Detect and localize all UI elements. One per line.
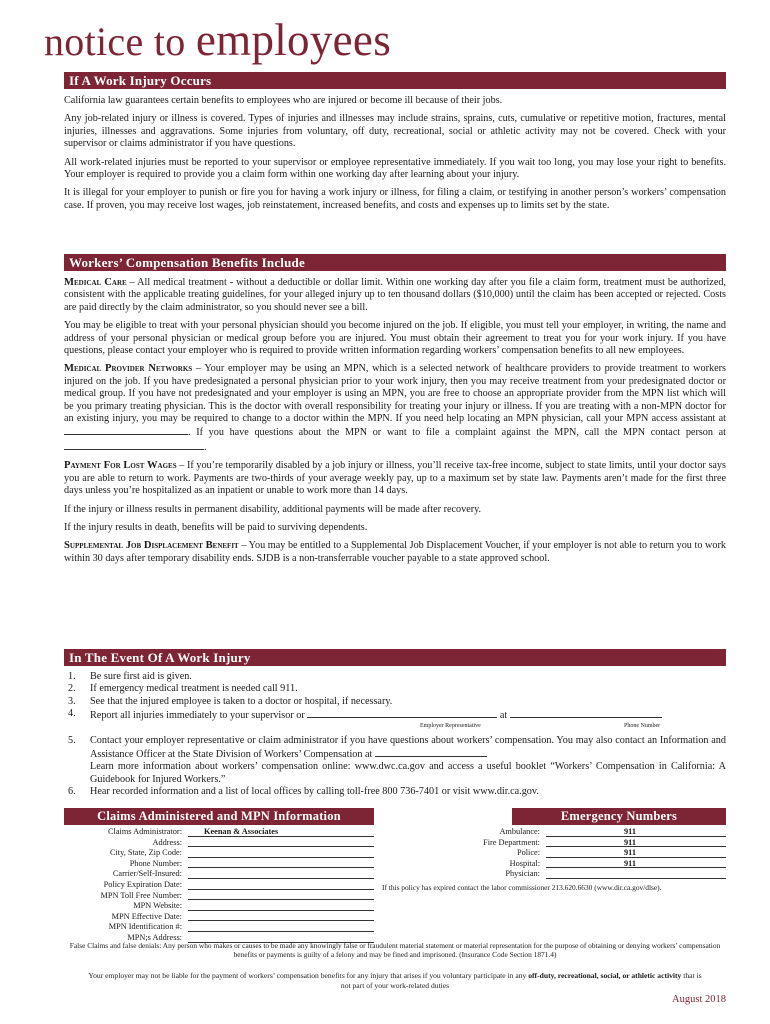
list-item: 4. Report all injuries immediately to your supervisor or at (64, 708, 726, 722)
field-value[interactable]: 911 (546, 848, 726, 858)
footer (64, 941, 726, 991)
field-label: Fire Department: (483, 837, 540, 847)
field-label: MPN;s Address: (127, 932, 182, 942)
employer-rep-label: Employer Representative (420, 722, 481, 729)
claims-section (64, 808, 374, 944)
text: . If you have questions about the MPN or want to file a complaint against the MPN, call the MPN contact person at (188, 427, 726, 439)
blank-labels (64, 723, 726, 735)
field-value[interactable] (188, 869, 374, 879)
field-label: Hospital: (509, 858, 540, 868)
paragraph-lost-wages (64, 460, 726, 497)
employer-rep-blank[interactable] (307, 708, 497, 718)
paragraph-medical-care (64, 277, 726, 314)
field-value[interactable] (188, 901, 374, 911)
claims-heading: Claims Administered and MPN Information (64, 808, 374, 825)
field-value[interactable]: 911 (546, 827, 726, 837)
claims-row (64, 848, 374, 859)
field-value[interactable] (188, 880, 374, 890)
claims-row (64, 880, 374, 891)
emergency-heading: Emergency Numbers (512, 808, 726, 825)
field-value[interactable] (188, 848, 374, 858)
text: – You may be entitled to a Supplemental Job Displacement Voucher, if your employer is not able to return you to work within 30 days after temporary disability ends. SJDB is a non-transferrable voucher payable to a state approved school. (64, 540, 726, 564)
list-item: 5. Contact your employer representative or claim administrator if you have questions about workers’ compensation. You may also contact an Information and Assistance Officer at the State Division of Workers’ Compensation at Learn more information about workers’ compensation online: www.dwc.ca.gov and access a useful booklet “Workers’ Compensation in California: A Guidebook for Injured Workers.” (68, 734, 726, 785)
text: – If you’re temporarily disabled by a job injury or illness, you’ll receive tax-free income, subject to state limits, until your doctor says you are able to return to work. Payments are two-thirds of your average weekly pay, up to a maximum set by state law. Payments aren’t made for the first three days unless you’re hospitalized as an inpatient or unable to work more than 14 days. (64, 460, 726, 497)
emergency-row (382, 838, 726, 849)
paragraph: Any job-related injury or illness is covered. Types of injuries and illnesses may include strains, sprains, cuts, cumulative or repetitive motion, fractures, mental injuries, illnesses and aggravations. Some injuries from voluntary, off duty, recreational, social or athletic activity may not be covered. Check with your supervisor or claims administrator if you have questions. (64, 113, 726, 150)
field-value[interactable]: 911 (546, 859, 726, 869)
field-value[interactable] (546, 869, 726, 879)
field-value[interactable] (188, 912, 374, 922)
page-title (44, 14, 391, 66)
claims-row (64, 891, 374, 902)
expired-note: If this policy has expired contact the labor commissioner 213.620.6630 (www.dir.ca.gov/dlse). (382, 882, 662, 892)
steps-list-2 (64, 735, 726, 799)
field-label: City, State, Zip Code: (109, 848, 182, 858)
emergency-heading-wrap (512, 808, 726, 825)
claims-row (64, 827, 374, 838)
claims-row (64, 838, 374, 849)
emergency-row (382, 859, 726, 870)
field-label: MPN Effective Date: (111, 911, 182, 921)
list-item: 6. Hear recorded information and a list of local offices by calling toll-free 800 736-7401 or visit www.dir.ca.gov. (68, 786, 539, 798)
claims-row (64, 901, 374, 912)
paragraph-personal-physician: You may be eligible to treat with your personal physician should you become injured on the job. If eligible, you must tell your employer, in writing, the name and address of your personal physician or medical group before you are injured. You must obtain their agreement to treat you for your work injury. If you have questions, please contact your employer who is required to provide written information regarding workers’ compensation benefits to all new employees. (64, 320, 726, 357)
field-value[interactable] (188, 859, 374, 869)
field-label: MPN Website: (133, 901, 182, 911)
term-mpn: Medical Provider Networks (64, 363, 193, 375)
emergency-rows (382, 827, 726, 880)
field-label: MPN Toll Free Number: (100, 890, 182, 900)
section-benefits (64, 254, 726, 565)
field-value[interactable] (188, 891, 374, 901)
revision-date: August 2018 (672, 994, 726, 1005)
emergency-row (382, 827, 726, 838)
term-lost-wages: Payment For Lost Wages (64, 460, 177, 472)
paragraph: All work-related injuries must be reported to your supervisor or employee representative immediately. If you wait too long, you may lose your right to benefits. Your employer is required to provide you a claim form within one working day after learning about your injury. (64, 156, 726, 181)
section-event (64, 649, 726, 799)
paragraph-permanent: If the injury or illness results in permanent disability, additional payments will be made after recovery. (64, 503, 482, 515)
title-part1: notice to (44, 19, 186, 64)
emergency-row (382, 848, 726, 859)
mpn-assistant-blank[interactable] (64, 425, 188, 435)
title-part2: employees (195, 15, 392, 65)
list-item: 2. If emergency medical treatment is needed call 911. (68, 683, 298, 695)
field-label: MPN Identification #: (108, 922, 182, 932)
claims-row (64, 869, 374, 880)
field-label: Address: (152, 837, 182, 847)
field-label: Claims Administrator: (108, 827, 182, 836)
claims-row (64, 922, 374, 933)
field-value[interactable]: Keenan & Associates (188, 827, 374, 837)
term-sjdb: Supplemental Job Displacement Benefit (64, 540, 239, 552)
field-label: Carrier/Self-Insured: (112, 869, 182, 879)
section-heading: If A Work Injury Occurs (64, 72, 726, 89)
field-label: Physician: (505, 869, 540, 879)
list-item: 3. See that the injured employee is taken to a doctor or hospital, if necessary. (68, 695, 393, 707)
section-work-injury (64, 72, 726, 212)
phone-label: Phone Number (624, 722, 661, 729)
section-heading: Workers’ Compensation Benefits Include (64, 254, 726, 271)
steps-list (64, 671, 726, 723)
paragraph-sjdb (64, 540, 726, 565)
emergency-row (382, 869, 726, 880)
paragraph-death: If the injury results in death, benefits will be paid to surviving dependents. (64, 521, 368, 533)
field-label: Phone Number: (129, 858, 182, 868)
claims-row (64, 912, 374, 923)
claims-rows (64, 827, 374, 944)
paragraph: California law guarantees certain benefits to employees who are injured or become ill because of their jobs. (64, 95, 503, 106)
info-tables (64, 808, 726, 948)
paragraph-mpn: Medical Provider Networks – Your employer may be using an MPN, which is a selected network of healthcare providers to provide treatment to workers injured on the job. If you have predesignated a personal physician prior to your work injury, then you may receive treatment from your predesignated doctor or medical group. If you have not predesignated and your employer is using an MPN, you are free to choose an appropriate provider from the MPN list which will be you primary treating physician. This is the doctor with overall responsibility for treating your injury or illness. If you are treating with a non-MPN doctor for an existing injury, you may be required to change to a doctor within the MPN. If you need help locating an MPN physician, call your MPN access assistant at . If you have questions about the MPN or want to file a complaint against the MPN, call the MPN contact person at . (64, 363, 726, 453)
field-label: Policy Expiration Date: (103, 879, 182, 889)
claims-row (64, 859, 374, 870)
paragraph: It is illegal for your employer to punish or fire you for having a work injury or illness, for filing a claim, or testifying in another person’s workers’ compensation case. If proven, you may receive lost wages, job reinstatement, increased benefits, and costs and expenses up to limits set by the state. (64, 187, 726, 211)
field-value[interactable]: 911 (546, 838, 726, 848)
mpn-contact-blank[interactable] (64, 440, 204, 450)
false-claims-note: False Claims and false denials: Any person who makes or causes to be made any knowingly false or fraudulent material statement or material representation for the purpose of obtaining or denying workers’ compensation benefits or payments is guilty of a felony and may be fined and imprisoned. (Insurance Code Section 1871.4) (69, 941, 721, 960)
section-heading: In The Event Of A Work Injury (64, 649, 726, 666)
list-item: 1. Be sure first aid is given. (68, 671, 192, 682)
phone-number-blank[interactable] (510, 708, 662, 718)
term-medical-care: Medical Care (64, 277, 127, 288)
text: – All medical treatment - without a deductible or dollar limit. Within one working day after you file a claim form, treatment must be authorized, consistent with the applicable treating guidelines, for your alleged injury up to ten thousand dollars ($10,000) until the claim has been accepted or rejected. Costs are paid directly by the claim administrator, so you should never see a bill. (64, 277, 726, 313)
field-label: Ambulance: (499, 827, 540, 836)
liability-note: Your employer may not be liable for the payment of workers’ compensation benefits for any injury that arises if you voluntary participate in any off-duty, recreational, social, or athletic activity that is not part of your work-related duties (88, 970, 702, 990)
field-value[interactable] (188, 922, 374, 932)
emergency-section (382, 808, 726, 892)
field-value[interactable] (188, 838, 374, 848)
field-label: Police: (516, 848, 540, 858)
dwc-office-blank[interactable] (375, 747, 487, 757)
text: – Your employer may be using an MPN, which is a selected network of healthcare providers to provide treatment to workers injured on the job. If you have predesignated a personal physician prior to your work injury, then you may receive treatment from your predesignated doctor or medical group. If you have not predesignated and your employer is using an MPN, you are free to choose an appropriate provider from the MPN list which will be you primary treating physician. This is the doctor with overall responsibility for treating your injury or illness. If you are treating with a non-MPN doctor for an existing injury, you may be required to change to a doctor within the MPN. If you need help locating an MPN physician, call your MPN access assistant at (64, 363, 726, 425)
